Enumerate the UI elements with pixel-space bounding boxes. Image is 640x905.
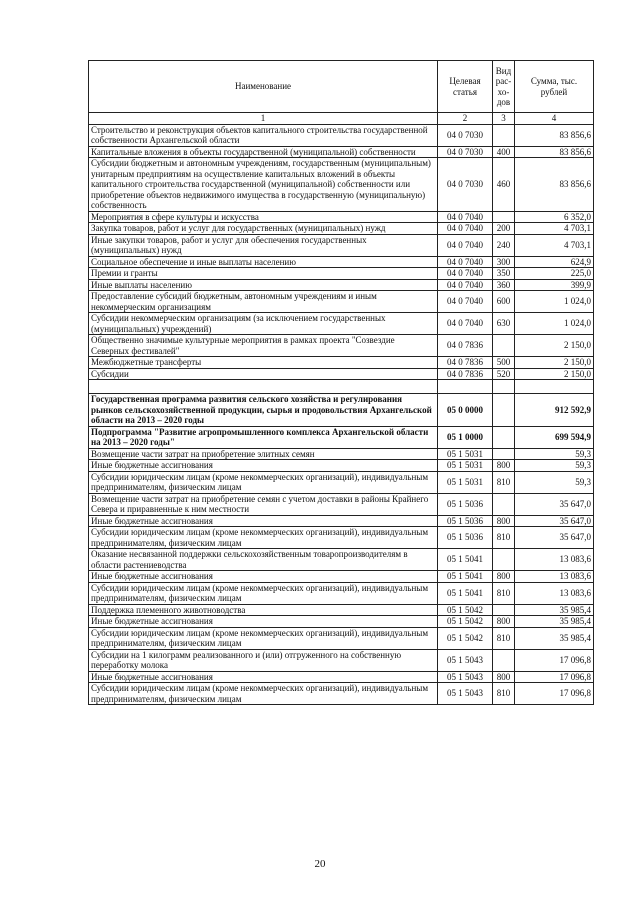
row-target-article: 05 0 0000 <box>438 394 493 427</box>
row-name: Субсидии <box>89 368 438 380</box>
row-sum: 83 856,6 <box>515 146 594 158</box>
row-name: Иные бюджетные ассигнования <box>89 671 438 683</box>
row-expense-type: 240 <box>493 234 515 256</box>
row-sum: 35 647,0 <box>515 493 594 515</box>
row-name: Строительство и реконструкция объектов капитального строительства государственной собственности Архангельской области <box>89 124 438 146</box>
row-target-article: 05 1 5031 <box>438 460 493 472</box>
row-sum: 35 985,4 <box>515 627 594 649</box>
row-expense-type: 800 <box>493 671 515 683</box>
row-target-article: 04 0 7040 <box>438 279 493 291</box>
row-name: Подпрограмма "Развитие агропромышленного комплекса Архангельской области на 2013 – 2020 годы" <box>89 426 438 448</box>
row-expense-type: 630 <box>493 313 515 335</box>
column-number: 3 <box>493 113 515 125</box>
table-row <box>89 527 594 549</box>
row-sum: 4 703,1 <box>515 234 594 256</box>
row-target-article: 04 0 7040 <box>438 211 493 223</box>
table-row <box>89 515 594 527</box>
row-expense-type: 360 <box>493 279 515 291</box>
row-sum: 399,9 <box>515 279 594 291</box>
row-name: Закупка товаров, работ и услуг для государственных (муниципальных) нужд <box>89 223 438 235</box>
row-expense-type <box>493 649 515 671</box>
row-name: Предоставление субсидий бюджетным, автономным учреждениям и иным некоммерческим организациям <box>89 291 438 313</box>
row-sum: 59,3 <box>515 448 594 460</box>
table-row <box>89 380 594 394</box>
row-expense-type <box>493 335 515 357</box>
row-target-article: 04 0 7836 <box>438 335 493 357</box>
table-row <box>89 291 594 313</box>
table-row <box>89 649 594 671</box>
row-target-article: 04 0 7040 <box>438 291 493 313</box>
row-expense-type: 350 <box>493 268 515 280</box>
row-target-article: 05 1 0000 <box>438 426 493 448</box>
table-row <box>89 493 594 515</box>
table-row <box>89 313 594 335</box>
row-target-article: 05 1 5031 <box>438 448 493 460</box>
table-row <box>89 671 594 683</box>
row-name: Субсидии бюджетным и автономным учреждениям, государственным (муниципальным) унитарным предприятиям на осуществление капитальных вложений в объекты капитального строительства государственной (муниципальной) собственности или приобретение объектов недвижимого имущества в государственную (муниципальную) собственность <box>89 158 438 212</box>
row-sum: 1 024,0 <box>515 291 594 313</box>
table-row <box>89 357 594 369</box>
row-expense-type <box>493 124 515 146</box>
table-row <box>89 582 594 604</box>
row-name: Иные бюджетные ассигнования <box>89 616 438 628</box>
row-sum: 1 024,0 <box>515 313 594 335</box>
row-target-article: 05 1 5041 <box>438 582 493 604</box>
column-number: 2 <box>438 113 493 125</box>
table-row <box>89 368 594 380</box>
row-target-article: 04 0 7040 <box>438 234 493 256</box>
row-name: Премии и гранты <box>89 268 438 280</box>
row-expense-type <box>493 604 515 616</box>
row-name: Межбюджетные трансферты <box>89 357 438 369</box>
row-expense-type: 500 <box>493 357 515 369</box>
row-target-article: 05 1 5043 <box>438 649 493 671</box>
row-sum: 13 083,6 <box>515 582 594 604</box>
row-expense-type: 800 <box>493 515 515 527</box>
row-expense-type: 800 <box>493 460 515 472</box>
row-expense-type: 810 <box>493 527 515 549</box>
row-name: Субсидии юридическим лицам (кроме некоммерческих организаций), индивидуальным предпринимателям, физическим лицам <box>89 683 438 705</box>
table-row <box>89 616 594 628</box>
row-expense-type: 600 <box>493 291 515 313</box>
row-expense-type <box>493 549 515 571</box>
header-row <box>89 61 594 113</box>
row-sum: 17 096,8 <box>515 683 594 705</box>
row-target-article: 04 0 7040 <box>438 256 493 268</box>
row-expense-type: 460 <box>493 158 515 212</box>
row-name: Субсидии юридическим лицам (кроме некоммерческих организаций), индивидуальным предпринимателям, физическим лицам <box>89 527 438 549</box>
row-name: Государственная программа развития сельского хозяйства и регулирования рынков сельскохозяйственной продукции, сырья и продовольствия Архангельской области на 2013 – 2020 годы <box>89 394 438 427</box>
row-name: Иные бюджетные ассигнования <box>89 571 438 583</box>
table-row <box>89 256 594 268</box>
row-expense-type: 520 <box>493 368 515 380</box>
column-number-row <box>89 113 594 125</box>
table-row <box>89 211 594 223</box>
table-row <box>89 460 594 472</box>
row-target-article: 05 1 5043 <box>438 683 493 705</box>
row-expense-type: 810 <box>493 582 515 604</box>
row-name: Социальное обеспечение и иные выплаты населению <box>89 256 438 268</box>
table-row <box>89 448 594 460</box>
row-sum: 4 703,1 <box>515 223 594 235</box>
table-row <box>89 335 594 357</box>
row-sum: 83 856,6 <box>515 158 594 212</box>
budget-table <box>88 60 594 705</box>
row-target-article: 05 1 5042 <box>438 604 493 616</box>
table-row <box>89 627 594 649</box>
row-target-article: 04 0 7836 <box>438 368 493 380</box>
row-sum: 912 592,9 <box>515 394 594 427</box>
row-sum: 35 647,0 <box>515 515 594 527</box>
row-target-article <box>438 380 493 394</box>
row-expense-type <box>493 426 515 448</box>
row-name: Иные закупки товаров, работ и услуг для обеспечения государственных (муниципальных) нужд <box>89 234 438 256</box>
row-sum: 13 083,6 <box>515 571 594 583</box>
table-row <box>89 158 594 212</box>
row-sum: 6 352,0 <box>515 211 594 223</box>
row-sum: 699 594,9 <box>515 426 594 448</box>
row-sum: 225,0 <box>515 268 594 280</box>
row-target-article: 04 0 7836 <box>438 357 493 369</box>
table-row <box>89 604 594 616</box>
row-target-article: 05 1 5041 <box>438 549 493 571</box>
row-name: Субсидии на 1 килограмм реализованного и (или) отгруженного на собственную переработку молока <box>89 649 438 671</box>
row-target-article: 05 1 5042 <box>438 627 493 649</box>
row-expense-type: 300 <box>493 256 515 268</box>
row-sum: 59,3 <box>515 460 594 472</box>
table-row <box>89 683 594 705</box>
table-row <box>89 279 594 291</box>
table-row <box>89 549 594 571</box>
row-name: Поддержка племенного животноводства <box>89 604 438 616</box>
row-expense-type <box>493 211 515 223</box>
header-expense-type: Вид рас- хо- дов <box>493 61 515 113</box>
row-target-article: 04 0 7040 <box>438 223 493 235</box>
row-target-article: 04 0 7040 <box>438 313 493 335</box>
table-row <box>89 223 594 235</box>
row-target-article: 04 0 7030 <box>438 146 493 158</box>
row-name: Иные бюджетные ассигнования <box>89 515 438 527</box>
row-expense-type: 400 <box>493 146 515 158</box>
row-expense-type <box>493 380 515 394</box>
row-name: Иные бюджетные ассигнования <box>89 460 438 472</box>
row-name: Оказание несвязанной поддержки сельскохозяйственным товаропроизводителям в области растениеводства <box>89 549 438 571</box>
row-expense-type: 810 <box>493 471 515 493</box>
row-expense-type: 810 <box>493 627 515 649</box>
row-name: Общественно значимые культурные мероприятия в рамках проекта "Созвездие Северных фестивалей" <box>89 335 438 357</box>
row-name: Возмещение части затрат на приобретение семян с учетом доставки в районы Крайнего Севера и приравненные к ним местности <box>89 493 438 515</box>
header-name: Наименование <box>89 61 438 113</box>
row-name: Субсидии некоммерческим организациям (за исключением государственных (муниципальных) учреждений) <box>89 313 438 335</box>
row-sum: 2 150,0 <box>515 335 594 357</box>
row-target-article: 04 0 7030 <box>438 124 493 146</box>
row-target-article: 05 1 5041 <box>438 571 493 583</box>
row-sum: 59,3 <box>515 471 594 493</box>
row-target-article: 05 1 5042 <box>438 616 493 628</box>
table-row <box>89 426 594 448</box>
row-sum <box>515 380 594 394</box>
row-name: Иные выплаты населению <box>89 279 438 291</box>
row-expense-type <box>493 448 515 460</box>
table-body <box>89 124 594 705</box>
table-row <box>89 394 594 427</box>
row-sum: 35 985,4 <box>515 604 594 616</box>
table-row <box>89 268 594 280</box>
page-number: 20 <box>314 858 326 870</box>
row-target-article: 05 1 5043 <box>438 671 493 683</box>
row-sum: 17 096,8 <box>515 671 594 683</box>
table-row <box>89 571 594 583</box>
row-target-article: 05 1 5036 <box>438 515 493 527</box>
row-sum: 35 647,0 <box>515 527 594 549</box>
row-sum: 35 985,4 <box>515 616 594 628</box>
row-sum: 2 150,0 <box>515 357 594 369</box>
row-expense-type <box>493 394 515 427</box>
row-name: Возмещение части затрат на приобретение элитных семян <box>89 448 438 460</box>
row-target-article: 05 1 5031 <box>438 471 493 493</box>
column-number: 1 <box>89 113 438 125</box>
row-sum: 13 083,6 <box>515 549 594 571</box>
table-row <box>89 234 594 256</box>
row-name: Мероприятия в сфере культуры и искусства <box>89 211 438 223</box>
row-expense-type <box>493 493 515 515</box>
header-target-article: Целевая статья <box>438 61 493 113</box>
row-name: Субсидии юридическим лицам (кроме некоммерческих организаций), индивидуальным предпринимателям, физическим лицам <box>89 471 438 493</box>
table-row <box>89 471 594 493</box>
row-expense-type: 800 <box>493 616 515 628</box>
column-number: 4 <box>515 113 594 125</box>
row-name: Капитальные вложения в объекты государственной (муниципальной) собственности <box>89 146 438 158</box>
table-row <box>89 124 594 146</box>
row-sum: 624,9 <box>515 256 594 268</box>
row-name: Субсидии юридическим лицам (кроме некоммерческих организаций), индивидуальным предпринимателям, физическим лицам <box>89 582 438 604</box>
row-sum: 83 856,6 <box>515 124 594 146</box>
row-name <box>89 380 438 394</box>
table-row <box>89 146 594 158</box>
row-target-article: 05 1 5036 <box>438 493 493 515</box>
row-expense-type: 800 <box>493 571 515 583</box>
row-name: Субсидии юридическим лицам (кроме некоммерческих организаций), индивидуальным предпринимателям, физическим лицам <box>89 627 438 649</box>
row-expense-type: 810 <box>493 683 515 705</box>
row-target-article: 04 0 7040 <box>438 268 493 280</box>
row-target-article: 04 0 7030 <box>438 158 493 212</box>
row-target-article: 05 1 5036 <box>438 527 493 549</box>
header-sum: Сумма, тыс. рублей <box>515 61 594 113</box>
row-sum: 17 096,8 <box>515 649 594 671</box>
row-sum: 2 150,0 <box>515 368 594 380</box>
row-expense-type: 200 <box>493 223 515 235</box>
